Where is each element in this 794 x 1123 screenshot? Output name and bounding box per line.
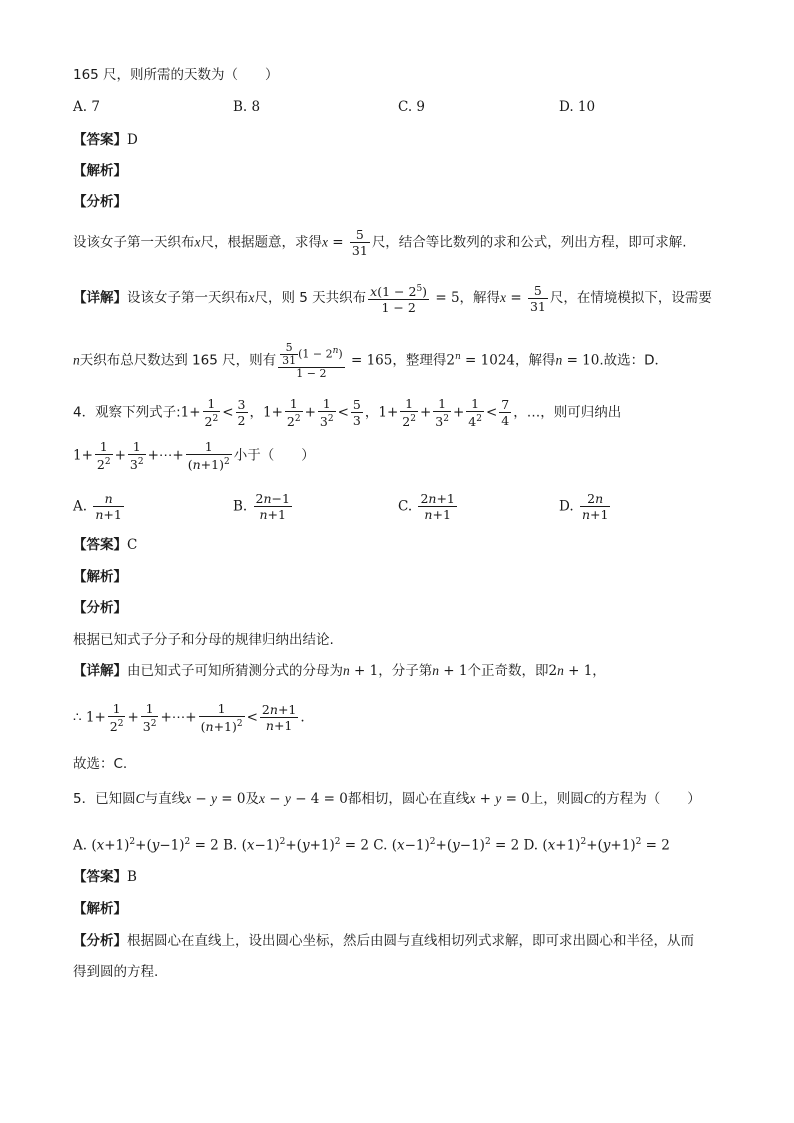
q3-xiangjie-1: 【详解】设该女子第一天织布x尺，则 5 天共织布 $\frac{x(1 - 2^5)}{1 - 2}$ = 5，解得x = $\frac{5}{31}$ 尺，在情境模拟下，设需要: [73, 282, 712, 316]
q4-xiangjie-1: 【详解】由已知式子可知所猜测分式的分母为n + 1，分子第n + 1个正奇数，即2n + 1，: [73, 663, 606, 679]
answer-value: D: [127, 132, 138, 148]
q5-answer: 【答案】B: [73, 869, 137, 885]
q5-fenxi-2: 得到圆的方程.: [73, 964, 159, 980]
fraction: $\frac{5}{31}$: [529, 282, 546, 314]
q3-option-b: B. 8: [233, 99, 261, 115]
q4-option-d: D. $\frac{2n}{n+1}$: [559, 491, 609, 522]
q4-stem-1: 4．观察下列式子:1+ $\frac{1}{2^2}$ < $\frac{3}{2}$ ，1+ $\frac{1}{2^2}$ + $\frac{1}{3^2}$ < $\frac{5}{3}$ ，1+ $\frac{1}{2^2}$ + $\frac{1}{3^2}$ + $\frac{1}{4^2}$ < $\frac{7}{4}$ ，…，则可归纳出: [73, 396, 622, 430]
fraction: $\frac{5}{31}$: [351, 227, 368, 258]
q3-option-d: D. 10: [559, 99, 596, 115]
q3-stem-continuation: 165 尺，则所需的天数为（ ）: [73, 67, 279, 83]
q5-jiexi-tag: 【解析】: [73, 901, 127, 917]
q4-stem-2: 1+ $\frac{1}{2^2}$ + $\frac{1}{3^2}$ +⋯+ $\frac{1}{(n+1)^2}$ 小于（ ）: [73, 439, 315, 473]
q3-option-c: C. 9: [398, 99, 426, 115]
q4-option-a: A. $\frac{n}{n+1}$: [73, 491, 122, 522]
q3-fenxi-tag: 【分析】: [73, 194, 127, 210]
q5-fenxi-1: 【分析】根据圆心在直线上，设出圆心坐标，然后由圆与直线相切列式求解，即可求出圆心和半径，从而: [73, 933, 694, 949]
fraction: $\frac{x(1 - 2^5)}{1 - 2}$: [370, 284, 428, 316]
q3-option-a: A. 7: [73, 99, 100, 115]
q3-answer: [73, 131, 138, 149]
q4-answer: 【答案】C: [73, 537, 138, 553]
q4-guxuan: 故选：C.: [73, 756, 128, 772]
q4-jiexi-tag: 【解析】: [73, 569, 127, 585]
q4-fenxi-tag: 【分析】: [73, 600, 127, 616]
q4-option-c: C. $\frac{2n+1}{n+1}$: [398, 491, 455, 522]
q4-xiangjie-2: ∴ 1+ $\frac{1}{2^2}$ + $\frac{1}{3^2}$ +⋯+ $\frac{1}{(n+1)^2}$ < $\frac{2n+1}{n+1}$ .: [73, 701, 305, 735]
answer-tag: 【答案】: [73, 132, 127, 148]
q3-fenxi: 设该女子第一天织布x尺，根据题意，求得x = $\frac{5}{31}$ 尺，结合等比数列的求和公式，列出方程，即可求解.: [73, 227, 687, 258]
q4-fenxi: 根据已知式子分子和分母的规律归纳出结论.: [73, 632, 334, 648]
q3-jiexi-tag: 【解析】: [73, 163, 127, 179]
q5-options: A. $(x+1)^2+(y-1)^2 = 2$ B. $(x-1)^2+(y+1)^2 = 2$ C. $(x-1)^2+(y-1)^2 = 2$ D. $(x+1)^2+(y+1)^2 = 2$: [73, 837, 670, 854]
q5-stem: 5．已知圆C与直线x − y = 0及x − y − 4 = 0都相切，圆心在直线x + y = 0上，则圆C的方程为（ ）: [73, 791, 701, 807]
q3-xiangjie-2: n天织布总尺数达到 165 尺，则有 $\frac{5}{31}$ $(1 - 2^n)$ 1 − 2 = 165，整理得$2^n = 1024$，解得n = 10.故选：D．: [73, 341, 669, 380]
fraction: $\frac{5}{31}$ $(1 - 2^n)$ 1 − 2: [278, 342, 345, 380]
q4-option-b: B. $\frac{2n-1}{n+1}$: [233, 491, 290, 522]
